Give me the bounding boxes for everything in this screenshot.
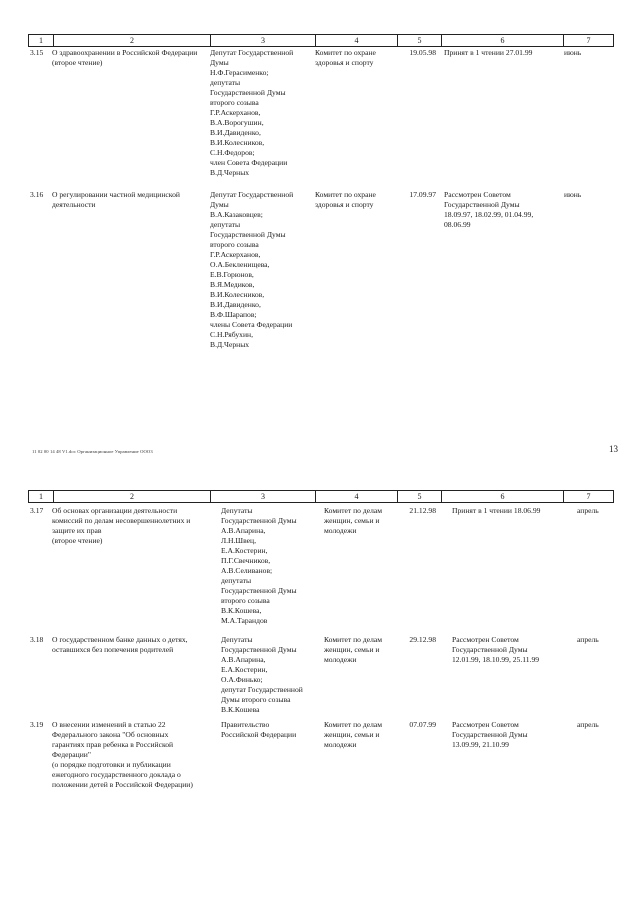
row-number: 3.16 [30, 190, 44, 199]
row-committee: Комитет по делам женщин, семьи и молодежи [324, 506, 383, 536]
row-status: Рассмотрен Советом Государственной Думы 13.09.99, 21.10.99 [452, 720, 528, 750]
row-month: июнь [564, 48, 582, 57]
header-col-6: 6 [441, 491, 563, 502]
row-title: О внесении изменений в статью 22 Федерального закона "Об основных гарантиях прав ребенка в Российской Федерации" (о порядке подготовки и публикации ежегодного государственного доклада о положении детей в Российской Федерации) [52, 720, 193, 790]
row-month: апрель [577, 506, 599, 515]
row-committee: Комитет по делам женщин, семьи и молодежи [324, 720, 383, 750]
header-col-3: 3 [210, 491, 315, 502]
header-col-2: 2 [53, 35, 210, 46]
row-month: апрель [577, 720, 599, 729]
row-authors: Правительство Российской Федерации [221, 720, 297, 740]
row-date: 17.09.97 [409, 190, 436, 199]
header-col-1: 1 [39, 36, 43, 45]
row-committee: Комитет по делам женщин, семьи и молодежи [324, 635, 383, 665]
row-date: 19.05.98 [409, 48, 436, 57]
row-number: 3.15 [30, 48, 44, 57]
row-status: Принят в 1 чтении 27.01.99 [444, 48, 533, 57]
row-number: 3.19 [30, 720, 44, 729]
header-col-4: 4 [315, 35, 397, 46]
row-title: О здравоохранении в Российской Федерации (второе чтение) [52, 48, 198, 68]
row-authors: Депутаты Государственной Думы А.В.Апарина, Л.Н.Швец, Е.А.Костерин, П.Г.Свечников, А.В.Селиванов; депутаты Государственной Думы второго созыва В.К.Кошева, М.А.Тарандов [221, 506, 297, 626]
document-footer-code: 11 02 00 14 48 V1.doc Организационное Управление ООО3 [32, 449, 153, 454]
row-status: Рассмотрен Советом Государственной Думы 18.09.97, 18.02.99, 01.04.99, 08.06.99 [444, 190, 534, 230]
row-title: О государственном банке данных о детях, оставшихся без попечения родителей [52, 635, 188, 655]
row-number: 3.17 [30, 506, 44, 515]
header-col-6: 6 [441, 35, 563, 46]
row-status: Принят в 1 чтении 18.06.99 [452, 506, 541, 515]
header-col-3: 3 [210, 35, 315, 46]
table-header-page2 [28, 490, 614, 503]
row-committee: Комитет по охране здоровья и спорту [315, 190, 376, 210]
row-number: 3.18 [30, 635, 44, 644]
header-col-5: 5 [397, 491, 441, 502]
header-col-2: 2 [53, 491, 210, 502]
header-col-4: 4 [315, 491, 397, 502]
row-committee: Комитет по охране здоровья и спорту [315, 48, 376, 68]
header-col-7: 7 [563, 35, 613, 46]
header-col-5: 5 [397, 35, 441, 46]
row-month: июнь [564, 190, 582, 199]
row-date: 21.12.98 [409, 506, 436, 515]
row-date: 29.12.98 [409, 635, 436, 644]
row-title: Об основах организации деятельности комиссий по делам несовершеннолетних и защите их прав (второе чтение) [52, 506, 191, 546]
row-authors: Депутат Государственной Думы В.А.Казаковцев; депутаты Государственной Думы второго созыва Г.Р.Аскерханов, О.А.Бекленищева, Е.В.Горюнов, В.Я.Медиков, В.И.Колесников, В.И.Давиденко, В.Ф.Шарапов; члены Совета Федерации С.Н.Рябухин, В.Д.Черных [210, 190, 294, 350]
table-header-page1 [28, 34, 614, 47]
header-col-1: 1 [39, 492, 43, 501]
row-date: 07.07.99 [409, 720, 436, 729]
header-col-7: 7 [563, 491, 613, 502]
row-authors: Депутаты Государственной Думы А.В.Апарина, Е.А.Костерин, О.А.Финько; депутат Государственной Думы второго созыва В.К.Кошева [221, 635, 303, 715]
page-number: 13 [609, 444, 618, 454]
row-status: Рассмотрен Советом Государственной Думы 12.01.99, 18.10.99, 25.11.99 [452, 635, 540, 665]
row-month: апрель [577, 635, 599, 644]
row-title: О регулировании частной медицинской деятельности [52, 190, 180, 210]
row-authors: Депутат Государственной Думы Н.Ф.Герасименко; депутаты Государственной Думы второго созыва Г.Р.Аскерханов, В.А.Ворогушин, В.И.Давиденко, В.И.Колесников, С.Н.Федоров; член Совета Федерации В.Д.Черных [210, 48, 294, 178]
